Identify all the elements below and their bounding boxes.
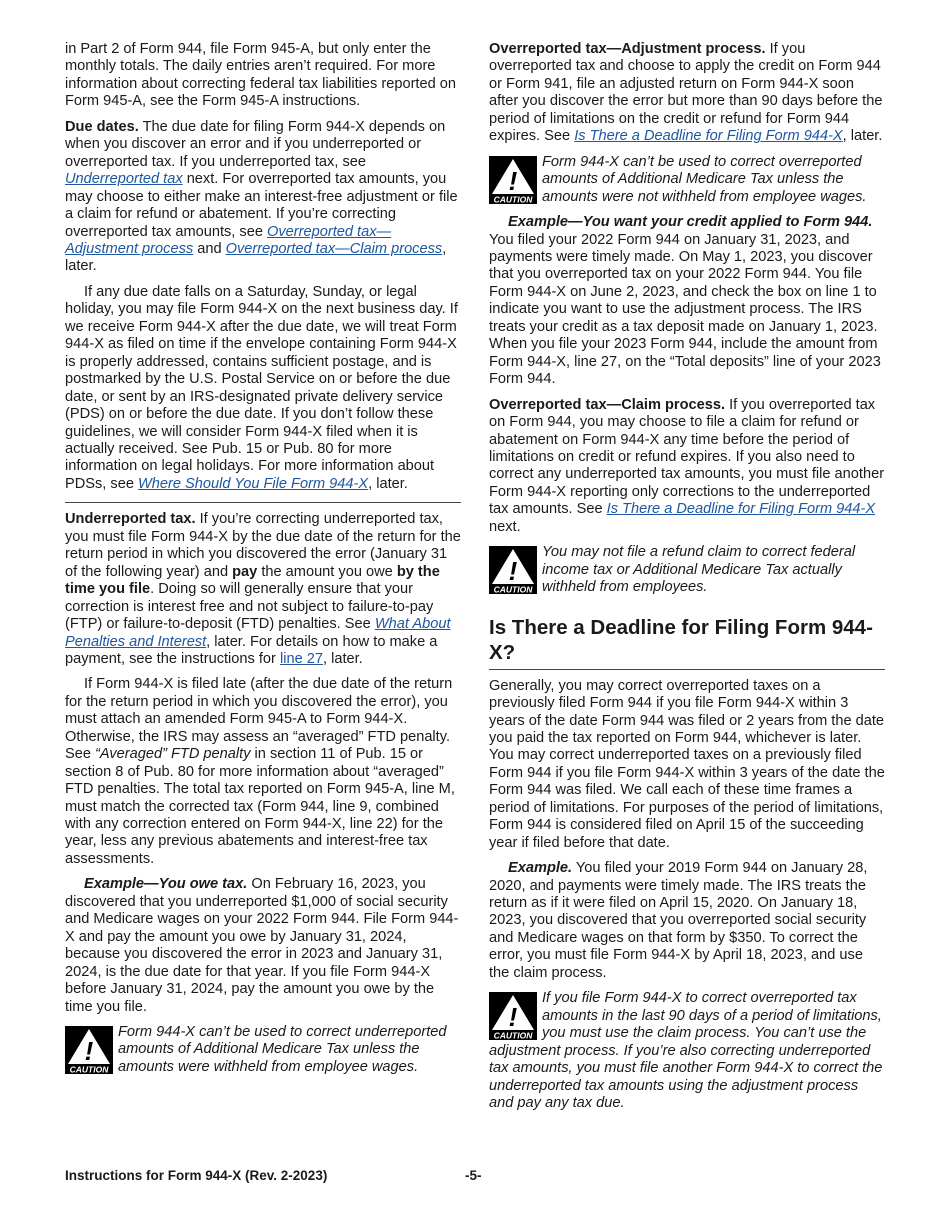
penalties-interest-link[interactable]: What About Penalties and Interest <box>65 616 451 650</box>
caution-icon <box>489 156 537 204</box>
footer-title: Instructions for Form 944-X (Rev. 2-2023) <box>65 1168 328 1183</box>
caution-note: ! CAUTION Form 944-X can’t be used to correct overreported amounts of Additional Medicare Tax unless the amounts were not withheld from employee wages. <box>489 154 885 206</box>
underreported-tax-link[interactable]: Underreported tax <box>65 171 183 188</box>
caution-note: ! CAUTION If you file Form 944-X to correct overreported tax amounts in the last 90 days of a period of limitations, you must use the claim process. You can’t use the adjustment process. If you’re also correcting underreported tax amounts, you must file another Form 944-X to correct the underreported tax amounts using the adjustment process and pay any tax due. <box>489 990 883 1112</box>
weekend-holiday-paragraph: If any due date falls on a Saturday, Sunday, or legal holiday, you may file Form 944-X on the next business day. If we receive Form 944-X after the due date, we will treat Form 944-X as filed on time if the envelope containing Form 944-X is properly addressed, contains sufficient postage, and is postmarked by the U.S. Postal Service on or before the due date, or sent by an IRS-designated private delivery service (PDS) on or before the due date. If you don’t follow these guidelines, we will consider Form 944-X filed when it is actually received. See Pub. 15 or Pub. 80 for more information on legal holidays. For more information about PDSs, see Where Should You File Form 944-X, later. <box>65 283 458 492</box>
caution-exclamation: ! <box>508 1002 518 1033</box>
caution-exclamation: ! <box>508 556 518 587</box>
late-filing-paragraph: If Form 944-X is filed late (after the due date of the return for the return period in which you discovered the error), you must attach an amended Form 945-A to Form 944-X. Otherwise, the IRS may assess an “averaged” FTD penalty. See “Averaged” FTD penalty in section 11 of Pub. 15 or section 8 of Pub. 80 for more information about “averaged” FTD penalties. The total tax reported on Form 945-A, line M, must match the corrected tax (Form 944, line 9, combined with any correction entered on Form 944-X, line 22) for the year, less any previous abatements and interest-free tax assessments. <box>65 676 455 867</box>
example-credit-paragraph: Example—You want your credit applied to Form 944. You filed your 2022 Form 944 on January 31, 2023, and payments were timely made. On May 1, 2023, you discover that you overreported tax on your 2022 Form 944. You file Form 944-X on June 2, 2023, and check the box on line 1 to indicate you want to use the adjustment process. The IRS treats your credit as a tax deposit made on January 1, 2023. When you file your 2023 Form 944, include the amount from Form 944-X, line 27, on the “Total deposits” line of your 2023 Form 944. <box>489 214 881 388</box>
caution-note: ! CAUTION Form 944-X can’t be used to correct underreported amounts of Additional Medicare Tax unless the amounts were withheld from employee wages. <box>65 1024 461 1076</box>
caution-exclamation: ! <box>508 165 518 196</box>
underreported-tax-heading: Underreported tax. <box>65 511 196 528</box>
deadline-link[interactable]: Is There a Deadline for Filing Form 944-X <box>606 501 876 518</box>
example-owe-tax-heading: Example—You owe tax. <box>84 876 248 893</box>
section-divider <box>489 669 885 670</box>
adjustment-process-heading: Overreported tax—Adjustment process. <box>489 41 766 57</box>
due-dates-paragraph: Due dates. The due date for filing Form 944-X depends on when you discover an error and if you underreported or overreported tax. If you underreported tax, see Underreported tax next. For overreported tax amounts, you may choose to either make an interest-free adjustment or file a claim for refund or abatement. If you’re correcting overreported tax amounts, see Overreported tax—Adjustment process and Overreported tax—Claim process, later. <box>65 118 458 275</box>
caution-note: ! CAUTION You may not file a refund claim to correct federal income tax or Additional Medicare Tax actually withheld from employees. <box>489 544 885 596</box>
continuation-paragraph: in Part 2 of Form 944, file Form 945-A, but only enter the monthly totals. The daily entries aren’t required. For more information about correcting federal tax liabilities reported on Form 945-A, see the Form 945-A instructions. <box>65 41 457 110</box>
section-divider <box>65 502 461 503</box>
overreported-claim-link[interactable]: Overreported tax—Claim process <box>225 240 443 257</box>
line-27-link[interactable]: line 27 <box>279 650 323 667</box>
caution-label: CAUTION <box>493 1030 533 1041</box>
page-number: -5- <box>465 1168 482 1183</box>
caution-icon <box>65 1026 113 1074</box>
adjustment-process-paragraph: Overreported tax—Adjustment process. If you overreported tax and choose to apply the credit on Form 944 or Form 941, file an adjusted return on Form 944-X soon after you discover the error but more than 90 days before the period of limitations on the credit or refund for Form 944 expires. See Is There a Deadline for Filing Form 944-X, later. <box>489 41 883 145</box>
left-column <box>65 41 461 1084</box>
where-to-file-link[interactable]: Where Should You File Form 944-X <box>138 475 369 492</box>
example-paragraph: Example. You filed your 2019 Form 944 on January 28, 2020, and payments were timely made. The IRS treats the return as if it were filed on April 15, 2020. On January 18, 2023, you discovered that you overreported social security and Medicare wages on that form by $350. To correct the error, you must file Form 944-X by April 18, 2023, and use the claim process. <box>489 860 868 981</box>
caution-icon <box>489 546 537 594</box>
due-dates-heading: Due dates. <box>65 118 139 135</box>
deadline-paragraph: Generally, you may correct overreported taxes on a previously filed Form 944 if you file Form 944-X within 3 years of the date Form 944 was filed or 2 years from the date you paid the tax reported on Form 944, whichever is later. You may correct underreported taxes on a previously filed Form 944 if you file Form 944-X within 3 years of the date the Form 944 was filed. We call each of these time frames a period of limitations. For purposes of the period of limitations, Form 944 is considered filed on April 15 of the succeeding year if filed before that date. <box>489 677 885 851</box>
caution-exclamation: ! <box>84 1036 94 1067</box>
caution-label: CAUTION <box>493 194 533 204</box>
claim-process-heading: Overreported tax—Claim process. <box>489 396 726 413</box>
example-heading: Example. <box>508 860 573 877</box>
example-credit-heading: Example—You want your credit applied to Form 944. <box>508 214 873 231</box>
deadline-link[interactable]: Is There a Deadline for Filing Form 944-X <box>574 128 843 145</box>
underreported-tax-paragraph: Underreported tax. If you’re correcting underreported tax, you must file Form 944-X by the due date of the return for the return period in which you discovered the error (January 31 of the following year) and pay the amount you owe by the time you file. Doing so will generally ensure that your correction is interest free and not subject to failure-to-pay (FTP) or failure-to-deposit (FTD) penalties. See What About Penalties and Interest, later. For details on how to make a payment, see the instructions for line 27, later. <box>65 511 461 667</box>
caution-icon <box>489 992 537 1040</box>
caution-label: CAUTION <box>493 584 533 595</box>
claim-process-paragraph: Overreported tax—Claim process. If you overreported tax on Form 944, you may choose to file a claim for refund or abatement on Form 944-X any time before the period of limitations on credit or refund expires. If you also need to correct any underreported tax amounts, you must file another Form 944-X reporting only corrections to the underreported tax amounts. See Is There a Deadline for Filing Form 944-X next. <box>489 396 885 535</box>
overreported-adjustment-link[interactable]: Overreported tax—Adjustment process <box>65 223 392 257</box>
caution-label: CAUTION <box>69 1064 109 1075</box>
example-owe-tax-paragraph: Example—You owe tax. On February 16, 2023, you discovered that you underreported $1,000 of social security and Medicare wages on your 2022 Form 944. File Form 944-X and pay the amount you owe by January 31, 2024, because you discovered the error in 2023 and January 31, 2024, is the due date for that year. If you file Form 944-X before January 31, 2024, pay the amount you owe by the time you file. <box>65 876 459 1015</box>
section-heading: Is There a Deadline for Filing Form 944-X? <box>489 615 873 664</box>
right-column <box>489 41 885 1120</box>
